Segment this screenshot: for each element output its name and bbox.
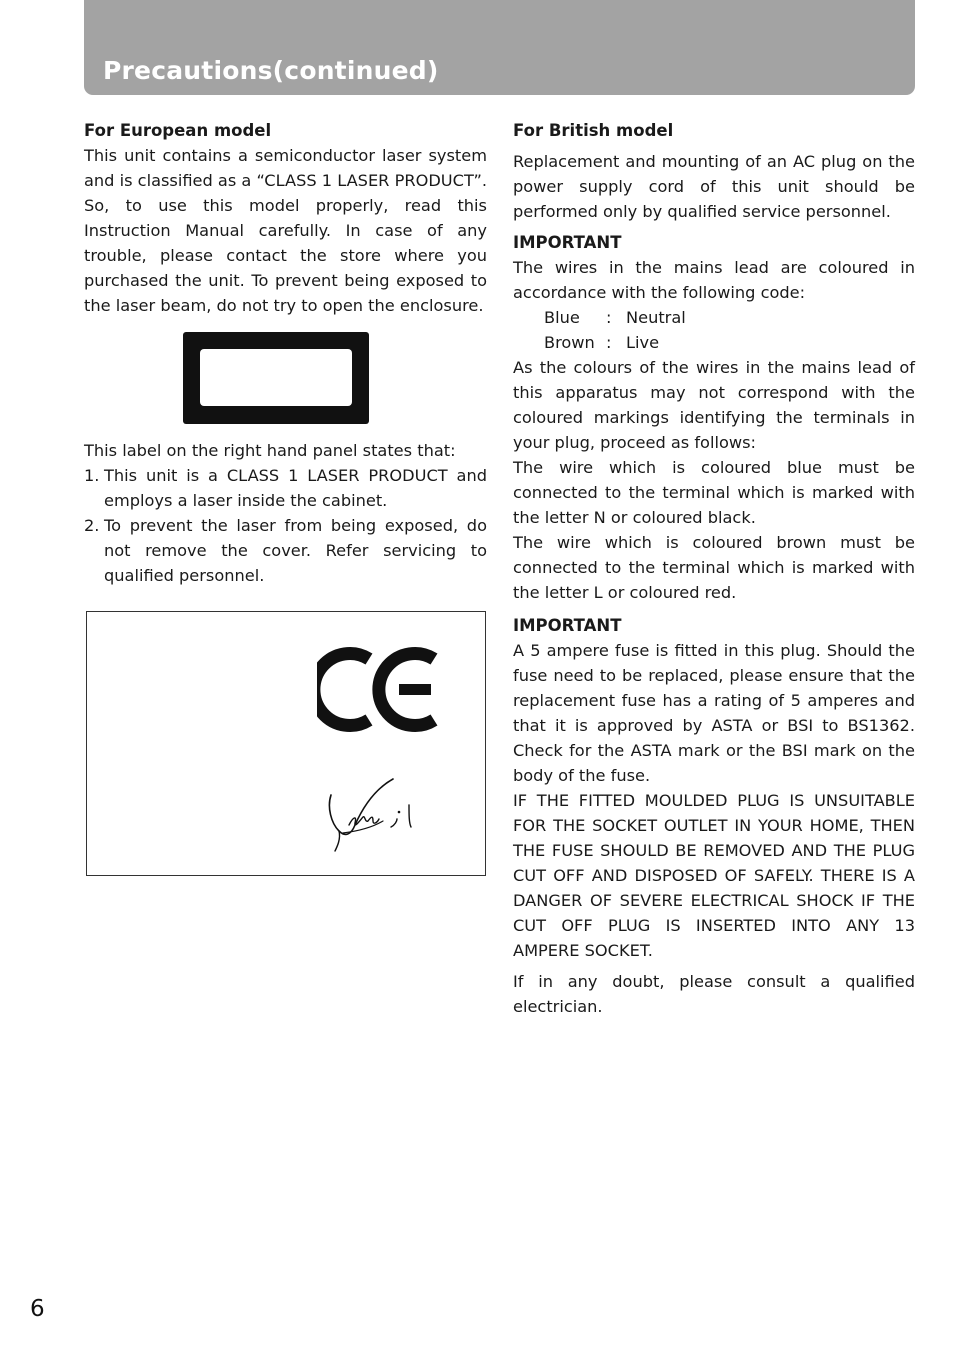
list-marker: 1.	[84, 466, 100, 485]
laser-label-blank	[200, 349, 352, 406]
laser-notice-list	[84, 463, 487, 588]
list-item-text: To prevent the laser from being exposed, do not remove the cover. Refer servicing to qualified personnel.	[104, 516, 487, 585]
wire-color: Blue	[544, 308, 580, 327]
important-heading: IMPORTANT	[513, 233, 622, 252]
colours-note: As the colours of the wires in the mains lead of this apparatus may not correspond with the coloured markings identifying the terminals in your plug, proceed as follows:	[513, 358, 915, 452]
list-marker: 2.	[84, 516, 100, 535]
label-intro: This label on the right hand panel states that:	[84, 441, 456, 460]
ce-declaration-box	[86, 611, 486, 876]
european-section	[84, 118, 487, 588]
signature-icon	[325, 775, 420, 855]
page-title: Precautions(continued)	[103, 56, 439, 85]
wire-code-intro: The wires in the mains lead are coloured in accordance with the following code:	[513, 258, 915, 302]
doubt-note: If in any doubt, please consult a qualified electrician.	[513, 972, 915, 1016]
laser-label-frame	[183, 332, 369, 424]
european-heading: For European model	[84, 121, 272, 140]
wire-code-table	[544, 305, 686, 355]
table-row	[544, 305, 686, 330]
page-number: 6	[30, 1296, 45, 1322]
wire-meaning: Neutral	[626, 308, 686, 327]
plug-warning: IF THE FITTED MOULDED PLUG IS UNSUITABLE FOR THE SOCKET OUTLET IN YOUR HOME, THEN THE FUSE SHOULD BE REMOVED AND THE PLUG CUT OFF AND DISPOSED OF SAFELY. THERE IS A DANGER OF SEVERE ELECTRICAL SHOCK IF THE CUT OFF PLUG IS INSERTED INTO ANY 13 AMPERE SOCKET.	[513, 791, 915, 960]
british-heading: For British model	[513, 121, 674, 140]
header-band	[84, 0, 915, 95]
table-row	[544, 330, 686, 355]
wire-separator: :	[606, 308, 612, 327]
list-item-text: This unit is a CLASS 1 LASER PRODUCT and employs a laser inside the cabinet.	[104, 466, 487, 510]
wire-separator: :	[606, 333, 612, 352]
list-item	[84, 463, 487, 513]
brown-wire-note: The wire which is coloured brown must be connected to the terminal which is marked with the letter L or coloured red.	[513, 533, 915, 602]
fuse-note: A 5 ampere fuse is fitted in this plug. Should the fuse need to be replaced, please ensure that the replacement fuse has a rating of 5 amperes and that it is approved by ASTA or BSI to BS1362. Check for the ASTA mark or the BSI mark on the body of the fuse.	[513, 641, 915, 785]
british-section	[513, 118, 915, 1019]
important-heading: IMPORTANT	[513, 616, 622, 635]
blue-wire-note: The wire which is coloured blue must be connected to the terminal which is marked with the letter N or coloured black.	[513, 458, 915, 527]
british-intro: Replacement and mounting of an AC plug on the power supply cord of this unit should be performed only by qualified service personnel.	[513, 152, 915, 221]
list-item	[84, 513, 487, 588]
wire-color: Brown	[544, 333, 595, 352]
ce-mark-icon	[317, 642, 442, 737]
wire-meaning: Live	[626, 333, 660, 352]
european-body: This unit contains a semiconductor laser system and is classified as a “CLASS 1 LASER PRODUCT”. So, to use this model properly, read this Instruction Manual carefully. In case of any trouble, please contact the store where you purchased the unit. To prevent being exposed to the laser beam, do not try to open the enclosure.	[84, 146, 488, 315]
